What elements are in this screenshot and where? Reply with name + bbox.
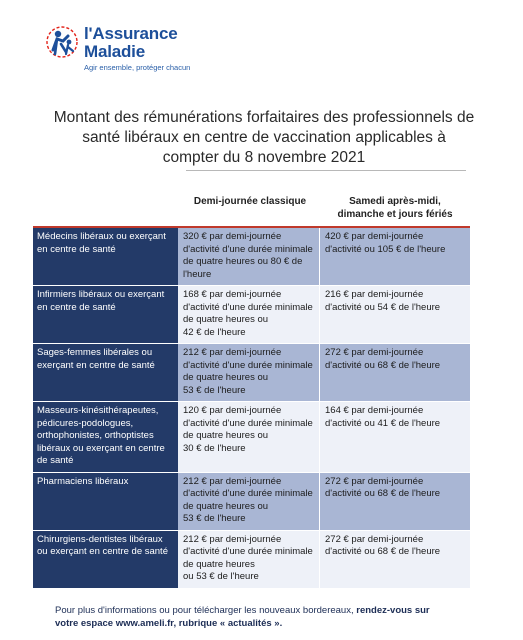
cell-text-line: d'activité d'une durée minimale [183, 359, 313, 371]
cell-text-line: 320 € par demi-journée [183, 231, 282, 242]
cell-text-line: d'activité d'une durée minimale [183, 488, 313, 499]
classic-rate-cell [178, 473, 320, 530]
cell-text-line: en centre de santé [37, 301, 116, 313]
profession-cell [33, 228, 178, 285]
cell-text-line: d'activité d'une durée minimale [183, 301, 313, 313]
cell-text-line: Infirmiers libéraux ou exerçant [37, 289, 165, 300]
footer-link-text: rendez-vous sur [356, 605, 430, 616]
cell-text-line: orthophonistes, orthoptistes [37, 430, 154, 441]
cell-text-line: d'activité ou 68 € de l'heure [325, 546, 441, 557]
cell-text-line: d'activité ou 68 € de l'heure [325, 359, 441, 371]
cell-text-line: en centre de santé [37, 243, 116, 255]
weekend-rate-cell [320, 473, 470, 530]
column-header-weekend-line1: Samedi après-midi, [349, 196, 441, 207]
footer-note [55, 604, 485, 630]
profession-cell [33, 286, 178, 343]
table-row [33, 473, 470, 531]
cell-text-line: d'activité d'une durée minimale [183, 546, 313, 557]
cell-text-line: 120 € par demi-journée [183, 405, 282, 416]
cell-text-line: 420 € par demi-journée [325, 231, 424, 242]
classic-rate-cell [178, 344, 320, 401]
cell-text-line: Médecins libéraux ou exerçant [37, 231, 166, 242]
cell-text-line: 272 € par demi-journée [325, 347, 424, 358]
cell-text-line: 30 € de l'heure [183, 442, 246, 454]
weekend-rate-cell [320, 344, 470, 401]
cell-text-line: Chirurgiens-dentistes libéraux [37, 533, 163, 545]
profession-cell [33, 473, 178, 530]
cell-text-line: Pharmaciens libéraux [37, 475, 129, 487]
title-line-1: Montant des rémunérations forfaitaires des professionnels de [53, 109, 475, 126]
logo-name-line2: Maladie [84, 42, 145, 61]
cell-text-line: 42 € de l'heure [183, 326, 246, 338]
column-header-weekend-line2: dimanche et jours fériés [337, 209, 453, 220]
cell-text-line: 212 € par demi-journée [183, 533, 282, 545]
page-title [44, 108, 484, 168]
cell-text-line: Masseurs-kinésithérapeutes, [37, 405, 159, 416]
cell-text-line: 168 € par demi-journée [183, 289, 282, 300]
cell-text-line: de quatre heures ou [183, 500, 269, 512]
cell-text-line: pédicures-podologues, [37, 417, 134, 429]
cell-text-line: de santé [37, 455, 74, 466]
footer-text: Pour plus d'informations ou pour télécharger les nouveaux bordereaux, [55, 605, 357, 616]
profession-cell [33, 344, 178, 401]
column-header-classic [180, 195, 320, 208]
table-row [33, 402, 470, 473]
cell-text-line: l'heure [183, 268, 212, 280]
assurance-maladie-logo [44, 22, 204, 74]
cell-text-line: libéraux ou exerçant en centre [37, 442, 165, 454]
title-line-3: compter du 8 novembre 2021 [162, 149, 366, 166]
cell-text-line: de quatre heures ou 80 € de [183, 256, 303, 267]
title-divider [186, 170, 466, 171]
cell-text-line: d'activité ou 68 € de l'heure [325, 488, 441, 499]
title-line-2: santé libéraux en centre de vaccination applicables à [82, 129, 446, 146]
classic-rate-cell [178, 286, 320, 343]
table-row [33, 228, 470, 286]
cell-text-line: 53 € de l'heure [183, 384, 246, 396]
cell-text-line: exerçant en centre de santé [37, 359, 155, 371]
footer-line-1 [55, 604, 485, 617]
footer-line-2 [55, 617, 485, 630]
cell-text-line: de quatre heures [183, 558, 255, 570]
cell-text-line: d'activité ou 105 € de l'heure [325, 243, 446, 255]
remuneration-table [33, 226, 470, 589]
table-row [33, 344, 470, 402]
cell-text-line: 216 € par demi-journée [325, 289, 424, 300]
column-header-classic-label: Demi-journée classique [193, 196, 307, 207]
cell-text-line: 164 € par demi-journée [325, 405, 424, 416]
cell-text-line: de quatre heures ou [183, 430, 269, 441]
classic-rate-cell [178, 402, 320, 472]
cell-text-line: Sages-femmes libérales ou [37, 347, 153, 358]
logo-name [84, 25, 178, 61]
cell-text-line: 212 € par demi-journée [183, 475, 282, 487]
footer-website-reference: votre espace www.ameli.fr, rubrique « actualités ». [55, 618, 283, 629]
table-row [33, 286, 470, 344]
profession-cell [33, 531, 178, 588]
weekend-rate-cell [320, 531, 470, 588]
cell-text-line: d'activité d'une durée minimale [183, 417, 313, 429]
column-header-weekend [322, 195, 468, 221]
cell-text-line: d'activité ou 54 € de l'heure [325, 301, 441, 313]
weekend-rate-cell [320, 402, 470, 472]
cell-text-line: 272 € par demi-journée [325, 533, 424, 545]
cell-text-line: de quatre heures ou [183, 314, 269, 325]
cell-text-line: d'activité d'une durée minimale [183, 243, 313, 255]
classic-rate-cell [178, 531, 320, 588]
cell-text-line: 272 € par demi-journée [325, 475, 424, 487]
logo-tagline: Agir ensemble, protéger chacun [84, 63, 191, 72]
profession-cell [33, 402, 178, 472]
weekend-rate-cell [320, 228, 470, 285]
cell-text-line: d'activité ou 41 € de l'heure [325, 417, 441, 429]
cell-text-line: 53 € de l'heure [183, 513, 246, 524]
cell-text-line: 212 € par demi-journée [183, 347, 282, 358]
classic-rate-cell [178, 228, 320, 285]
weekend-rate-cell [320, 286, 470, 343]
table-row [33, 531, 470, 589]
cell-text-line: ou 53 € de l'heure [183, 571, 259, 582]
cell-text-line: de quatre heures ou [183, 372, 269, 383]
assurance-maladie-emblem-icon [44, 24, 80, 60]
cell-text-line: ou exerçant en centre de santé [37, 546, 168, 557]
logo-name-line1: l'Assurance [84, 24, 178, 43]
